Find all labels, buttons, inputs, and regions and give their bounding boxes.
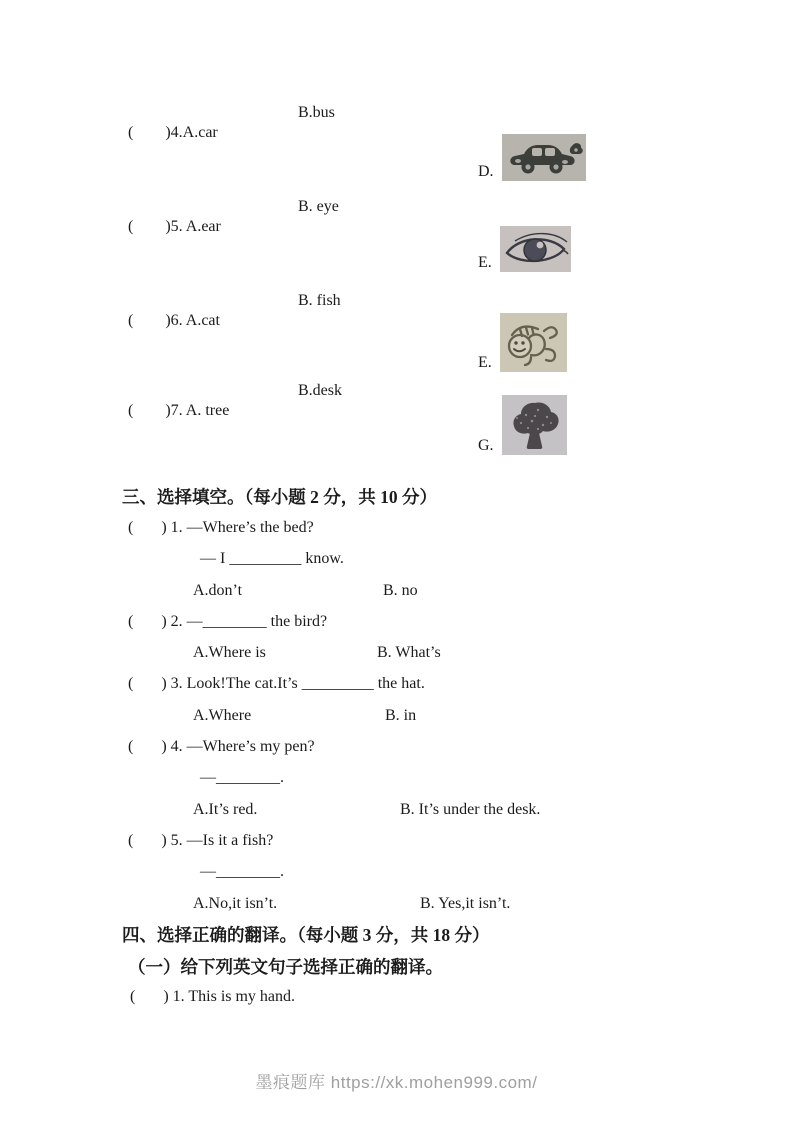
- match-right-5: B. eye: [298, 198, 339, 215]
- s3-q3-options: [0, 700, 793, 731]
- eye-image: [500, 226, 571, 272]
- s4-q1-line1: ( ) 1. This is my hand.: [130, 988, 296, 1006]
- footer-watermark: 墨痕题库 https://xk.mohen999.com/: [255, 1073, 538, 1092]
- section4-subtitle: （一）给下列英文句子选择正确的翻译。: [128, 956, 443, 977]
- s3-q4-option-b: B. It’s under the desk.: [400, 800, 541, 818]
- s3-q1-line1: ( ) 1. —Where’s the bed?: [128, 518, 314, 536]
- quiz-body: [0, 481, 793, 1013]
- s3-q5-options: [0, 888, 793, 919]
- tree-image: [502, 395, 567, 455]
- s3-q1-options: [0, 575, 793, 606]
- match-right-7: B.desk: [298, 382, 342, 399]
- picture-label-e-fish: E.: [478, 354, 492, 371]
- match-left-7: ( )7. A. tree: [128, 402, 230, 419]
- s3-q3-option-a: A.Where: [193, 706, 252, 724]
- match-row-7: [120, 381, 342, 441]
- match-left-5: ( )5. A.ear: [128, 218, 221, 235]
- s3-q4-line1: ( ) 4. —Where’s my pen?: [128, 738, 315, 756]
- s3-q5-option-b: B. Yes,it isn’t.: [420, 894, 511, 912]
- s3-q5-line1: ( ) 5. —Is it a fish?: [128, 831, 274, 849]
- s3-q1-option-b: B. no: [383, 581, 418, 599]
- section3-title: 三、选择填空。（每小题 2 分，共 10 分）: [122, 487, 437, 508]
- s3-q4-option-a: A.It’s red.: [193, 800, 258, 818]
- s3-q4-options: [0, 794, 793, 825]
- picture-label-d: D.: [478, 163, 494, 180]
- s3-q5-option-a: A.No,it isn’t.: [193, 894, 278, 912]
- car-image: [502, 134, 586, 181]
- match-row-6: [120, 291, 341, 351]
- site-footer: [0, 1068, 793, 1093]
- s3-q2-line1: ( ) 2. —________ the bird?: [128, 612, 328, 630]
- s3-q5-line2: —________.: [200, 863, 284, 881]
- match-left-4: ( )4.A.car: [128, 124, 218, 141]
- s3-q2-option-b: B. What’s: [377, 644, 441, 662]
- match-right-4: B.bus: [298, 104, 335, 121]
- s3-q2-option-a: A.Where is: [193, 644, 266, 662]
- picture-item-e-eye: [478, 226, 571, 272]
- section4-title: 四、选择正确的翻译。（每小题 3 分，共 18 分）: [122, 925, 490, 946]
- match-row-5: [120, 197, 339, 257]
- s3-q1-line2: — I _________ know.: [200, 550, 344, 568]
- picture-item-g: [478, 395, 567, 455]
- picture-label-e-eye: E.: [478, 254, 492, 271]
- match-right-6: B. fish: [298, 292, 341, 309]
- picture-item-e-fish: [478, 313, 567, 372]
- picture-item-d: [478, 134, 586, 181]
- s3-q3-line1: ( ) 3. Look!The cat.It’s _________ the hat.: [128, 675, 425, 693]
- s3-q1-option-a: A.don’t: [193, 581, 243, 599]
- s3-q4-line2: —________.: [200, 769, 284, 787]
- fish-image: [500, 313, 567, 372]
- s3-q2-options: [0, 637, 793, 668]
- picture-label-g: G.: [478, 437, 494, 454]
- s3-q3-option-b: B. in: [385, 706, 417, 724]
- match-row-4: [120, 103, 335, 163]
- match-left-6: ( )6. A.cat: [128, 312, 220, 329]
